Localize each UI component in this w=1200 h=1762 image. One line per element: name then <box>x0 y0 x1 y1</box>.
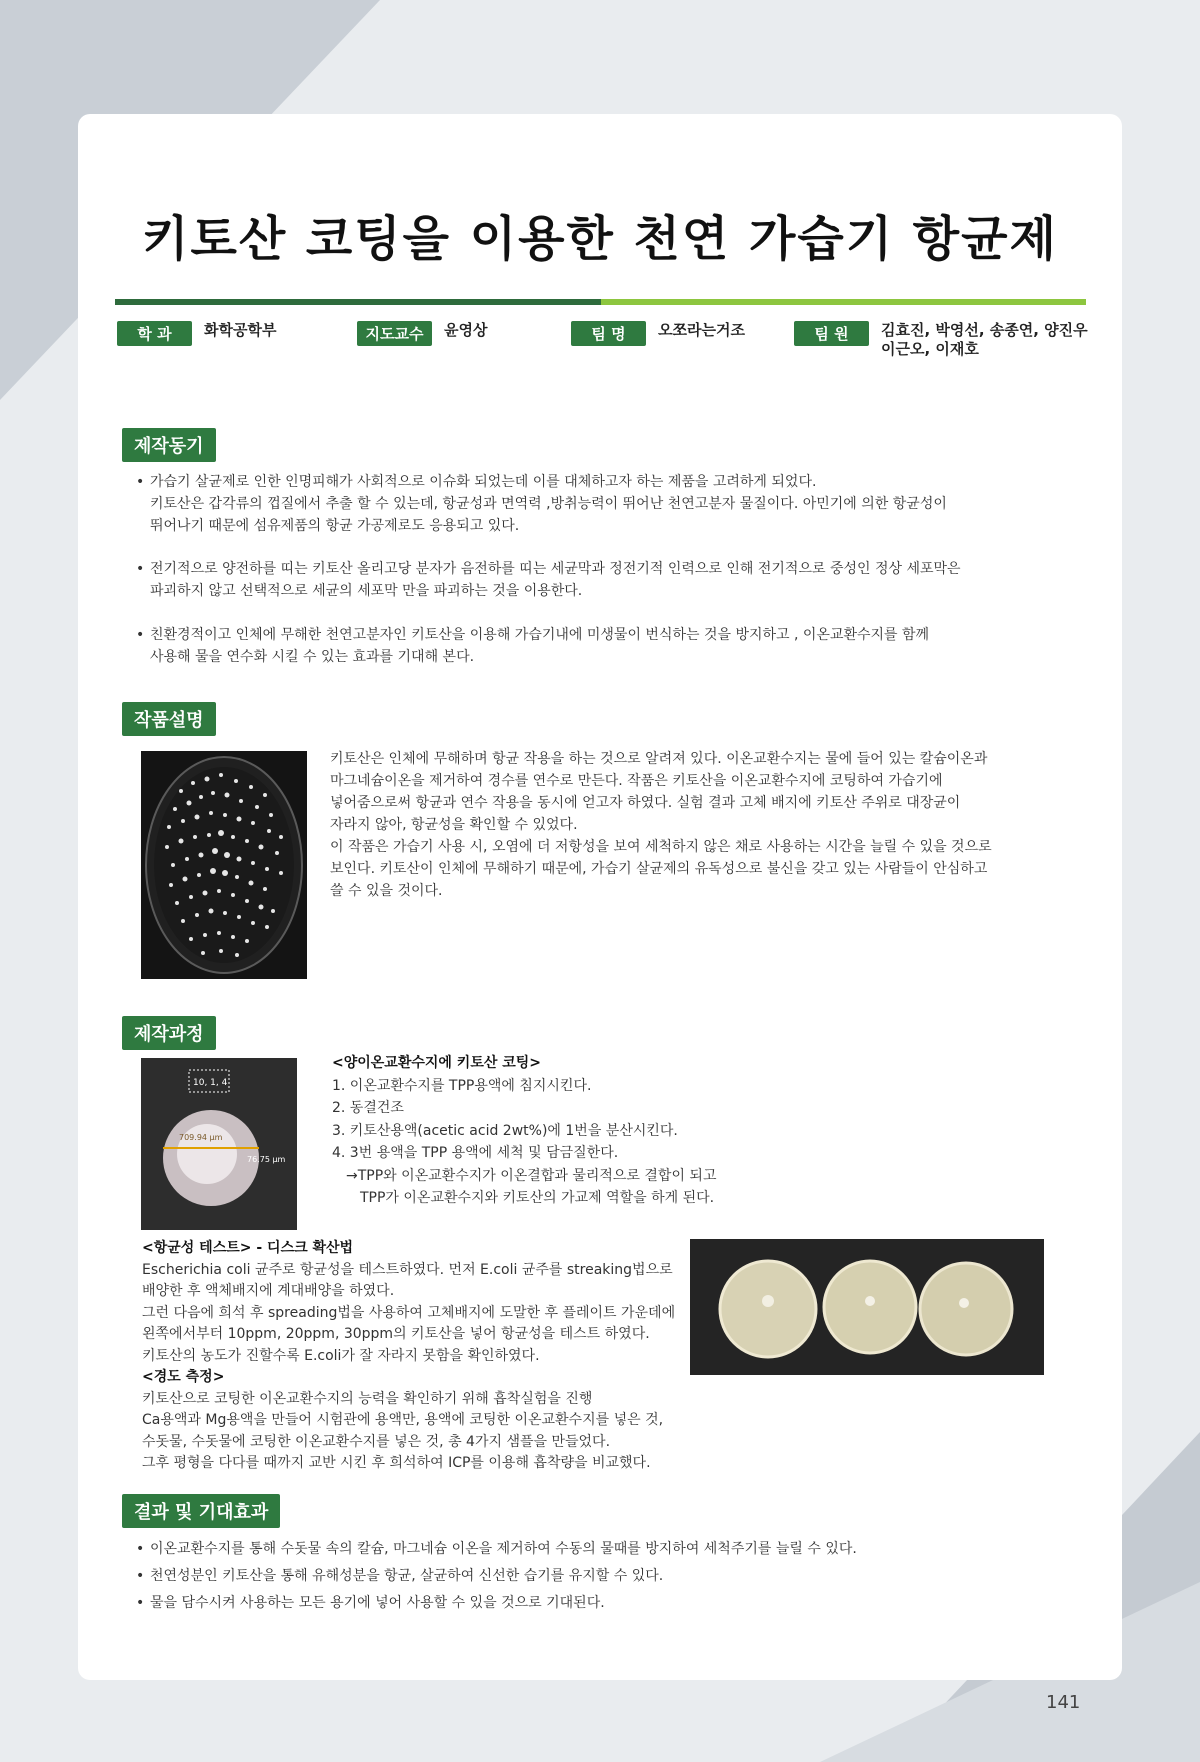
coating-title: <양이온교환수지에 키토산 코팅> <box>332 1055 542 1071</box>
bullet-dot: • <box>136 561 145 577</box>
petri-dish-colonies-photo <box>141 751 307 979</box>
bead-side-label: 76.75 μm <box>247 1155 286 1164</box>
bead-box-label: 10, 1, 4 <box>193 1078 228 1088</box>
description-text <box>330 748 1090 902</box>
title-rule-light <box>601 299 1086 305</box>
coating-step-4: 4. 3번 용액을 TPP 용액에 세척 및 담금질한다. <box>332 1145 619 1161</box>
members-line-1: 김효진, 박영선, 송종연, 양진우 <box>881 321 1088 339</box>
results-bullet-2 <box>136 1565 1096 1587</box>
department-tag: 학 과 <box>117 321 192 346</box>
three-petri-dishes-photo <box>690 1239 1044 1375</box>
motivation-b1-line-1: 가습기 살균제로 인한 인명피해가 사회적으로 이슈화 되었는데 이를 대체하고자 하는 제품을 고려하게 되었다. <box>150 474 817 490</box>
motivation-b1-line-3: 뛰어나기 때문에 섬유제품의 항균 가공제로도 응용되고 있다. <box>150 518 520 534</box>
hardness-line-3: 수돗물, 수돗물에 코팅한 이온교환수지를 넣은 것, 총 4가지 샘플을 만들었다. <box>142 1433 611 1450</box>
coating-step-2: 2. 동결건조 <box>332 1100 404 1116</box>
results-bullet-1 <box>136 1538 1096 1560</box>
motivation-bullet-3 <box>136 624 1096 668</box>
page-title: 키토산 코팅을 이용한 천연 가습기 항균제 <box>142 211 1058 267</box>
results-line-3: 물을 담수시켜 사용하는 모든 용기에 넣어 사용할 수 있을 것으로 기대된다. <box>150 1595 605 1611</box>
test-line-3: 그런 다음에 희석 후 spreading법을 사용하여 고체배지에 도말한 후 플레이트 가운데에 <box>142 1304 676 1321</box>
test-title: <항균성 테스트> <box>142 1240 252 1256</box>
hardness-line-4: 그후 평형을 다다를 때까지 교반 시킨 후 희석하여 ICP를 이용해 흡착량을 비교했다. <box>142 1455 651 1471</box>
description-line-4: 자라지 않아, 항균성을 확인할 수 있었다. <box>330 817 578 833</box>
petri-dishes-graphic <box>690 1239 1044 1375</box>
motivation-b1-line-2: 키토산은 갑각류의 껍질에서 추출 할 수 있는데, 항균성과 면역력 ,방취능력이 뛰어난 천연고분자 물질이다. 아민기에 의한 항균성이 <box>150 496 947 512</box>
coating-step-1: 1. 이온교환수지를 TPP용액에 침지시킨다. <box>332 1077 592 1094</box>
petri-dish-colonies-graphic <box>141 751 307 979</box>
motivation-b2-line-2: 파괴하지 않고 선택적으로 세균의 세포막 만을 파괴하는 것을 이용한다. <box>150 583 583 599</box>
description-line-7: 쓸 수 있을 것이다. <box>330 883 443 899</box>
info-department <box>117 321 276 346</box>
professor-value: 윤영상 <box>444 321 488 339</box>
members-tag: 팀 원 <box>794 321 869 346</box>
bullet-dot: • <box>136 627 145 643</box>
members-value <box>881 321 1088 359</box>
section-heading-process: 제작과정 <box>122 1016 216 1050</box>
antibacterial-test <box>142 1238 682 1475</box>
bead-diameter-label: 709.94 μm <box>179 1133 223 1142</box>
title-rule-dark <box>115 299 601 305</box>
test-line-4: 왼쪽에서부터 10ppm, 20ppm, 30ppm의 키토산을 넣어 항균성을 테스트 하였다. <box>142 1326 650 1342</box>
test-line-2: 배양한 후 액체배지에 계대배양을 하였다. <box>142 1283 395 1299</box>
results-line-1: 이온교환수지를 통해 수돗물 속의 칼슘, 마그네슘 이온을 제거하여 수동의 물때를 방지하여 세척주기를 늘릴 수 있다. <box>150 1541 857 1557</box>
bullet-dot: • <box>136 1595 145 1611</box>
description-line-6: 보인다. 키토산이 인체에 무해하기 때문에, 가습기 살균제의 유독성으로 불신을 갖고 있는 사람들이 안심하고 <box>330 861 988 877</box>
description-line-2: 마그네슘이온을 제거하여 경수를 연수로 만든다. 작품은 키토산을 이온교환수지에 코팅하여 가습기에 <box>330 773 943 789</box>
page-number: 141 <box>1046 1692 1081 1713</box>
results-bullet-3 <box>136 1592 1096 1614</box>
coating-note-1: →TPP와 이온교환수지가 이온결합과 물리적으로 결합이 되고 <box>346 1167 717 1184</box>
test-line-5: 키토산의 농도가 진할수록 E.coli가 잘 자라지 못함을 확인하였다. <box>142 1347 540 1364</box>
team-tag: 팀 명 <box>571 321 646 346</box>
hardness-title: <경도 측정> <box>142 1369 225 1385</box>
resin-bead-graphic <box>141 1058 297 1230</box>
info-professor <box>357 321 487 346</box>
coating-steps <box>332 1052 752 1210</box>
test-line-1: Escherichia coli 균주로 항균성을 테스트하였다. 먼저 E.coli 균주를 streaking법으로 <box>142 1261 673 1278</box>
bullet-dot: • <box>136 474 145 490</box>
bullet-dot: • <box>136 1568 145 1584</box>
test-method: - 디스크 확산법 <box>251 1240 354 1256</box>
description-line-1: 키토산은 인체에 무해하며 항균 작용을 하는 것으로 알려져 있다. 이온교환수지는 물에 들어 있는 칼슘이온과 <box>330 751 988 767</box>
hardness-line-1: 키토산으로 코팅한 이온교환수지의 능력을 확인하기 위해 흡착실험을 진행 <box>142 1390 593 1407</box>
poster-card <box>78 114 1122 1680</box>
members-line-2: 이근오, 이재호 <box>881 340 979 358</box>
description-line-5: 이 작품은 가습기 사용 시, 오염에 더 저항성을 보여 세척하지 않은 채로 사용하는 시간을 늘릴 수 있을 것으로 <box>330 839 992 855</box>
bullet-dot: • <box>136 1541 145 1557</box>
motivation-bullet-2 <box>136 558 1096 602</box>
results-line-2: 천연성분인 키토산을 통해 유해성분을 항균, 살균하여 신선한 습기를 유지할 수 있다. <box>150 1568 664 1584</box>
motivation-b2-line-1: 전기적으로 양전하를 띠는 키토산 올리고당 분자가 음전하를 띠는 세균막과 정전기적 인력으로 인해 전기적으로 중성인 정상 세포막은 <box>150 561 961 577</box>
professor-tag: 지도교수 <box>357 321 432 346</box>
resin-bead-micrograph <box>141 1058 297 1230</box>
section-heading-description: 작품설명 <box>122 702 216 736</box>
info-team <box>571 321 745 346</box>
info-members <box>794 321 1088 359</box>
coating-step-3: 3. 키토산용액(acetic acid 2wt%)에 1번을 분산시킨다. <box>332 1122 678 1139</box>
motivation-b3-line-1: 친환경적이고 인체에 무해한 천연고분자인 키토산을 이용해 가습기내에 미생물이 번식하는 것을 방지하고 , 이온교환수지를 함께 <box>150 627 930 643</box>
motivation-b3-line-2: 사용해 물을 연수화 시킬 수 있는 효과를 기대해 본다. <box>150 649 475 665</box>
department-value: 화학공학부 <box>204 321 277 339</box>
coating-note-2: TPP가 이온교환수지와 키토산의 가교제 역할을 하게 된다. <box>360 1190 715 1206</box>
team-value: 오쪼라는거조 <box>658 321 745 339</box>
section-heading-results: 결과 및 기대효과 <box>122 1494 280 1528</box>
hardness-line-2: Ca용액과 Mg용액을 만들어 시험관에 용액만, 용액에 코팅한 이온교환수지를 넣은 것, <box>142 1412 664 1428</box>
section-heading-motivation: 제작동기 <box>122 428 216 462</box>
motivation-bullet-1 <box>136 471 1096 537</box>
description-line-3: 넣어줌으로써 항균과 연수 작용을 동시에 얻고자 하였다. 실험 결과 고체 배지에 키토산 주위로 대장균이 <box>330 795 961 811</box>
